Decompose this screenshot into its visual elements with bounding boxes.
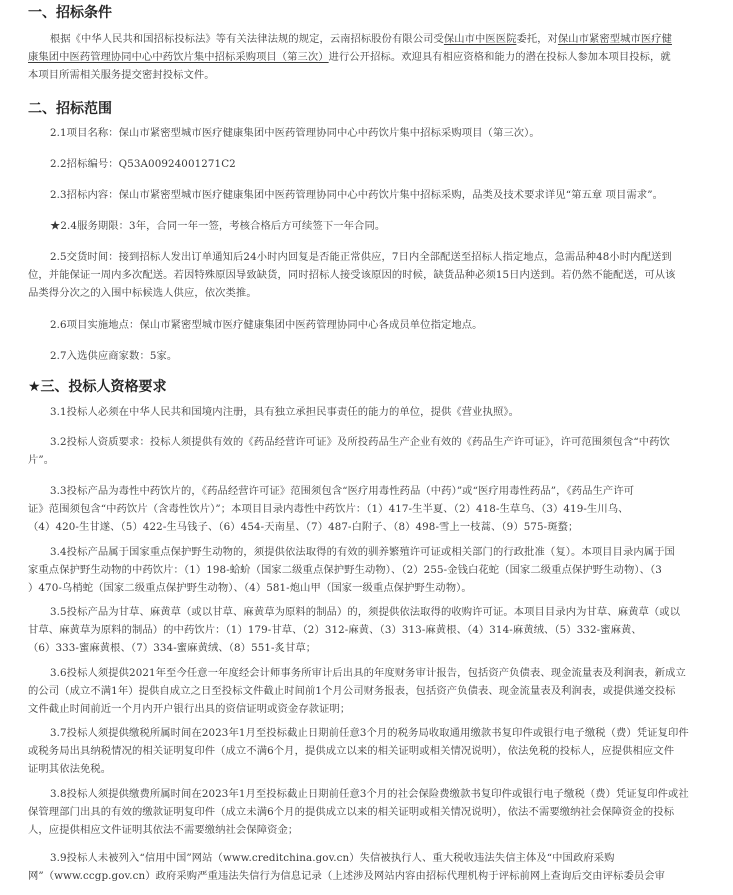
paragraph-line: 3.3投标产品为毒性中药饮片的，《药品经营许可证》范围须包含“医疗用毒性药品（中药）”或“医疗用毒性药品”，《药品生产许可	[50, 485, 635, 497]
paragraph-line: 网”（www.ccgp.gov.cn）政府采购严重违法失信行为信息记录（上述涉及网站内容由招标代理机构于评标前网上查询后交由评标委员会审	[28, 870, 666, 882]
paragraph-line	[28, 48, 726, 66]
paragraph-line: 家重点保护野生动物的中药饮片：（1）198-蛤蚧（国家二级重点保护野生动物）、（2）255-金钱白花蛇（国家二级重点保护野生动物）、（3	[28, 564, 662, 576]
section-heading-bidder-qualification: ★三、投标人资格要求	[28, 379, 167, 395]
paragraph-line: 或税务局出具纳税情况的相关证明复印件（成立不满6个月，提供成立以来的相关证明或相关情况说明），依法免税的投标人，应提供相应文件	[28, 745, 675, 757]
paragraph-line: 3.8投标人须提供缴费所属时间在2023年1月至投标截止日期前任意3个月的社会保险费缴款书复印件或银行电子缴税（费）凭证复印件或社	[50, 788, 689, 800]
paragraph-line: 人，应提供相应文件证明其依法不需要缴纳社会保障资金；	[28, 824, 299, 836]
item-3-5	[28, 603, 680, 657]
item-3-8	[28, 785, 689, 839]
item-delivery-time	[28, 248, 676, 302]
paragraph-line: （4）420-生甘遂、（5）422-生马钱子、（6）454-天南星、（7）487-白附子、（8）498-雪上一枝蒿、（9）575-斑蝥；	[28, 521, 579, 533]
paragraph-line	[28, 66, 726, 84]
paragraph-line	[28, 30, 726, 48]
paragraph-line: 品类得分次之的入围中标候选人供应，依次类推。	[28, 287, 257, 299]
paragraph-line: 3.1投标人必须在中华人民共和国境内注册，具有独立承担民事责任的能力的单位，提供《营业执照》。	[50, 406, 519, 418]
paragraph-line: 3.2投标人资质要求：投标人须提供有效的《药品经营许可证》及所投药品生产企业有效的《药品生产许可证》，许可范围须包含“中药饮	[50, 436, 670, 448]
item-3-7	[28, 724, 689, 778]
underlined-tenderee: 保山市中医医院	[443, 33, 517, 45]
section-heading-tender-scope: 二、招标范围	[28, 101, 112, 117]
item-3-1	[28, 403, 519, 421]
paragraph-line: 3.7投标人须提供缴税所属时间在2023年1月至投标截止日期前任意3个月的税务局收取通用缴款书复印件或银行电子缴税（费）凭证复印件	[50, 727, 689, 739]
underlined-project-name: 保山市紧密型城市医疗健	[557, 33, 672, 45]
paragraph-line: ）470-乌梢蛇（国家二级重点保护野生动物）、（4）581-炮山甲（国家一级重点保护野生动物）。	[28, 582, 472, 594]
paragraph-line: 3.9投标人未被列入“信用中国”网站（www.creditchina.gov.cn）失信被执行人、重大税收违法失信主体及“中国政府采购	[50, 852, 615, 864]
paragraph-line: 2.7入选供应商家数：5家。	[50, 350, 178, 362]
paragraph-line: 位，并能保证一周内多次配送。若因特殊原因导致缺货，同时招标人接受该原因的时候，缺货品种必须15日内送到。若仍然不能配送，可从该	[28, 269, 676, 281]
paragraph-line: 2.1项目名称：保山市紧密型城市医疗健康集团中医药管理协同中心中药饮片集中招标采购项目（第三次）。	[50, 127, 540, 139]
item-supplier-count	[28, 347, 177, 365]
item-tender-number	[28, 155, 236, 173]
paragraph-line: 2.3招标内容：保山市紧密型城市医疗健康集团中医药管理协同中心中药饮片集中招标采购，品类及技术要求详见“第五章 项目需求”。	[50, 189, 663, 201]
item-tender-content	[28, 186, 663, 204]
paragraph-line: 3.5投标产品为甘草、麻黄草（或以甘草、麻黄草为原料的制品）的，须提供依法取得的收购许可证。本项目目录内为甘草、麻黄草（或以	[50, 606, 681, 618]
item-3-2	[28, 433, 670, 469]
item-3-6	[28, 664, 686, 718]
paragraph-line: （6）333-蜜麻黄根、（7）334-蜜麻黄绒、（8）551-炙甘草；	[28, 642, 317, 654]
paragraph-line: 2.5交货时间：接到招标人发出订单通知后24小时内回复是否能正常供应，7日内全部配送至招标人指定地点，急需品种48小时内配送到	[50, 251, 672, 263]
paragraph-line: 3.6投标人须提供2021年至今任意一年度经会计师事务所审计后出具的年度财务审计报告，包括资产负债表、现金流量表及利润表，新成立	[50, 667, 686, 679]
item-3-4	[28, 543, 675, 597]
item-service-period	[28, 217, 385, 235]
paragraph-line: 证》范围须包含“中药饮片（含毒性饮片）”；本项目目录内毒性中药饮片：（1）417-生半夏、（2）418-生草乌、（3）419-生川乌、	[28, 503, 629, 515]
item-3-3	[28, 482, 634, 536]
text-run: 进行公开招标。欢迎具有相应资格和能力的潜在投标人参加本项目投标，就	[328, 51, 671, 63]
paragraph-tender-conditions	[28, 30, 728, 84]
paragraph-line: 2.6项目实施地点：保山市紧密型城市医疗健康集团中医药管理协同中心各成员单位指定地点。	[50, 319, 483, 331]
paragraph-line: 的公司（成立不满1年）提供自成立之日至投标文件截止时间前1个月公司财务报表，包括资产负债表、现金流量表及利润表，或提供递交投标	[28, 685, 676, 697]
paragraph-line: 文件截止时间前近一个月内开户银行出具的资信证明或资金存款证明；	[28, 703, 351, 715]
text-run: 委托，对	[516, 33, 558, 45]
paragraph-line: ★2.4服务期限：3年，合同一年一签，考核合格后方可续签下一年合同。	[50, 220, 386, 232]
paragraph-line: 甘草、麻黄草为原料的制品）的中药饮片：（1）179-甘草、（2）312-麻黄、（3）313-麻黄根、（4）314-麻黄绒、（5）332-蜜麻黄、	[28, 624, 642, 636]
paragraph-line: 片”。	[28, 454, 55, 466]
paragraph-line: 证明其依法免税。	[28, 763, 112, 775]
item-project-name	[28, 124, 540, 142]
paragraph-line: 3.4投标产品属于国家重点保护野生动物的，须提供依法取得的有效的驯养繁殖许可证或相关部门的行政批准（复）。本项目目录内属于国	[50, 546, 675, 558]
item-implementation-site	[28, 316, 483, 334]
section-heading-tender-conditions: 一、招标条件	[28, 5, 112, 21]
underlined-project-name: 康集团中医药管理协同中心中药饮片集中招标采购项目（第三次）	[28, 51, 329, 63]
paragraph-line: 2.2招标编号：Q53A00924001271C2	[50, 158, 236, 170]
paragraph-line: 保管理部门出具的有效的缴款证明复印件（成立未满6个月的提供成立以来的相关证明或相关情况说明），依法不需要缴纳社会保障资金的投标	[28, 806, 675, 818]
text-run: 本项目所需相关服务提交密封投标文件。	[28, 69, 215, 81]
item-3-9	[28, 849, 665, 885]
text-run: 根据《中华人民共和国招标投标法》等有关法律法规的规定，云南招标股份有限公司受	[49, 33, 444, 45]
